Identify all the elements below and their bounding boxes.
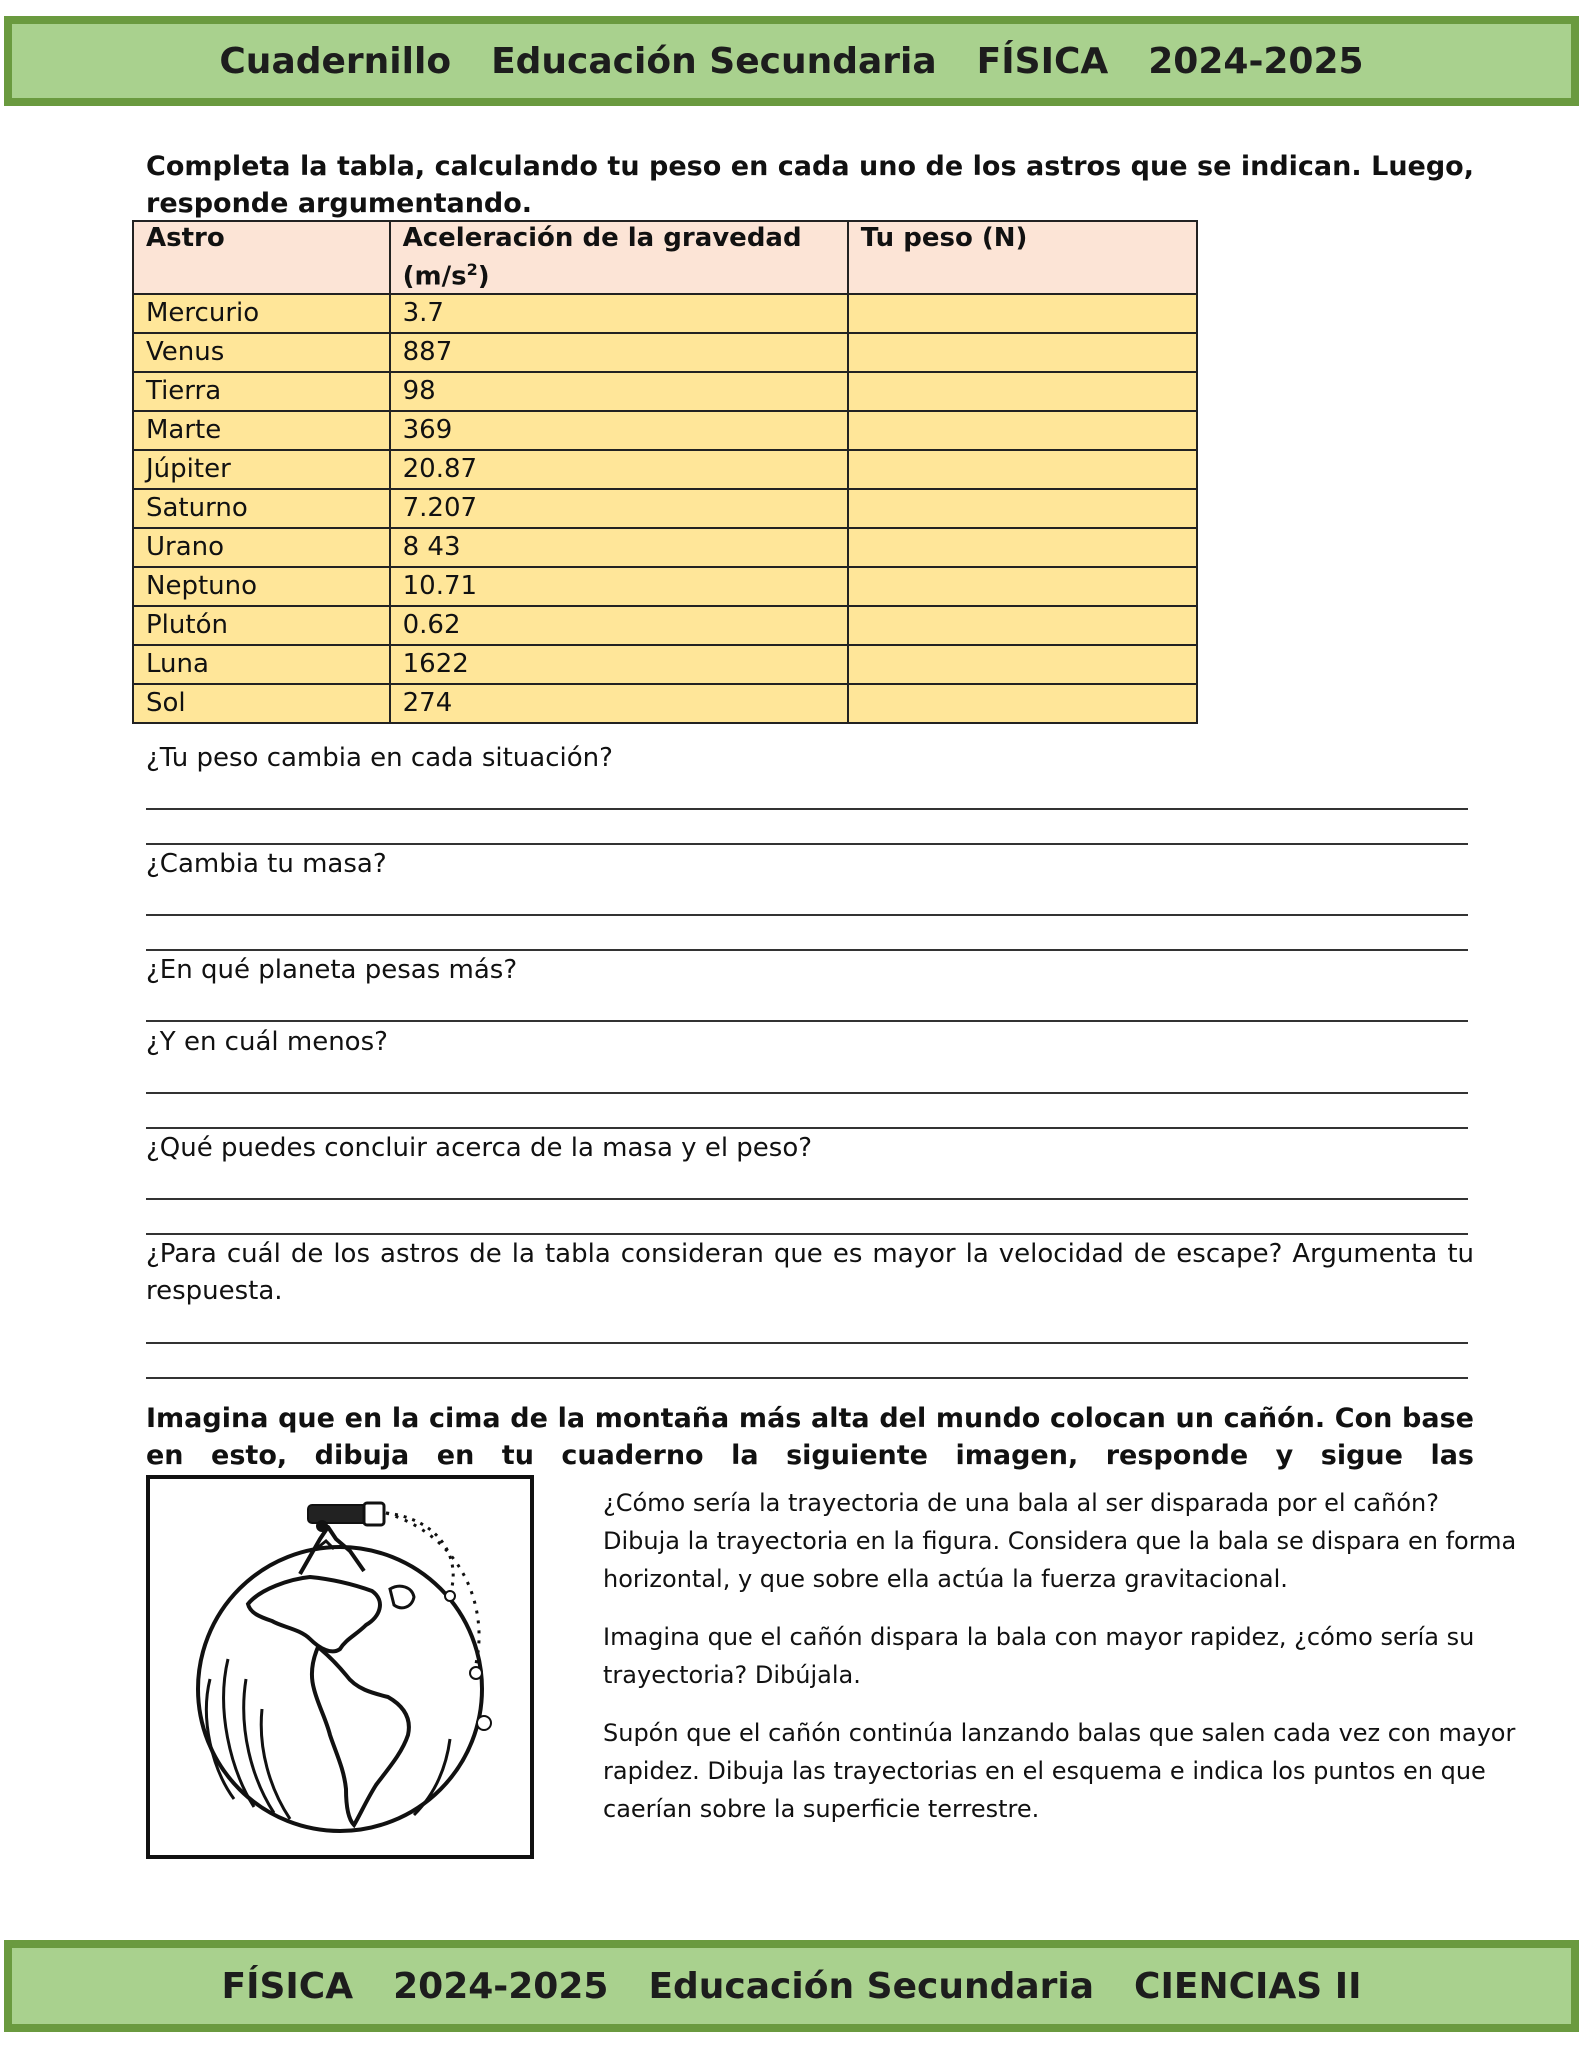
- gravity-cell: 1622: [390, 645, 848, 684]
- weight-input-cell[interactable]: [848, 294, 1197, 333]
- answer-line[interactable]: [146, 808, 1468, 810]
- header-banner: [4, 16, 1579, 106]
- header-acceleration-text: Aceleración de la gravedad (m/s: [402, 223, 802, 292]
- faster-trajectory-question: Imagina que el cañón dispara la bala con mayor rapidez, ¿cómo sería su trayectoria? Dibújala.: [603, 1623, 1475, 1689]
- footer-banner: [4, 1940, 1579, 2032]
- weight-input-cell[interactable]: [848, 684, 1197, 723]
- question-weight-change: ¿Tu peso cambia en cada situación?: [146, 743, 613, 773]
- question-mass-change: ¿Cambia tu masa?: [146, 849, 387, 879]
- weight-input-cell[interactable]: [848, 645, 1197, 684]
- question-most-weight: ¿En qué planeta pesas más?: [146, 955, 518, 985]
- gravity-cell: 20.87: [390, 450, 848, 489]
- multiple-trajectories-instruction: Supón que el cañón continúa lanzando balas que salen cada vez con mayor rapidez. Dibuja las trayectorias en el esquema e indica los puntos en que caerían sobre la superficie terrestre.: [603, 1719, 1516, 1823]
- gravity-cell: 0.62: [390, 606, 848, 645]
- table-row: [133, 450, 1197, 489]
- header-weight: Tu peso (N): [848, 221, 1197, 294]
- table-row: [133, 528, 1197, 567]
- table-row: [133, 645, 1197, 684]
- answer-line[interactable]: [146, 1092, 1468, 1094]
- footer-subject: FÍSICA: [221, 1965, 354, 2007]
- table-row: [133, 372, 1197, 411]
- answer-line[interactable]: [146, 843, 1468, 845]
- header-level: Educación Secundaria: [491, 40, 937, 82]
- table-row: [133, 333, 1197, 372]
- table-row: [133, 567, 1197, 606]
- astro-cell: Plutón: [133, 606, 390, 645]
- astro-cell: Neptuno: [133, 567, 390, 606]
- footer-year: 2024-2025: [393, 1965, 609, 2007]
- header-year: 2024-2025: [1148, 40, 1364, 82]
- question-mass-weight-conclusion: ¿Qué puedes concluir acerca de la masa y el peso?: [146, 1133, 813, 1163]
- header-subject: FÍSICA: [976, 40, 1109, 82]
- answer-line[interactable]: [146, 1020, 1468, 1022]
- table-header-row: [133, 221, 1197, 294]
- weight-input-cell[interactable]: [848, 411, 1197, 450]
- answer-line[interactable]: [146, 1127, 1468, 1129]
- header-astro: Astro: [133, 221, 390, 294]
- weight-input-cell[interactable]: [848, 333, 1197, 372]
- earth-cannon-icon: [150, 1479, 530, 1855]
- footer-level: Educación Secundaria: [648, 1965, 1095, 2007]
- table-row: [133, 411, 1197, 450]
- gravity-cell: 887: [390, 333, 848, 372]
- weight-input-cell[interactable]: [848, 450, 1197, 489]
- astro-cell: Sol: [133, 684, 390, 723]
- answer-line[interactable]: [146, 1198, 1468, 1200]
- astro-cell: Tierra: [133, 372, 390, 411]
- astro-cell: Saturno: [133, 489, 390, 528]
- table-row: [133, 684, 1197, 723]
- astro-cell: Urano: [133, 528, 390, 567]
- weight-input-cell[interactable]: [848, 606, 1197, 645]
- astro-cell: Mercurio: [133, 294, 390, 333]
- weight-input-cell[interactable]: [848, 528, 1197, 567]
- gravity-cell: 3.7: [390, 294, 848, 333]
- astro-cell: Luna: [133, 645, 390, 684]
- gravity-cell: 10.71: [390, 567, 848, 606]
- answer-line[interactable]: [146, 914, 1468, 916]
- answer-line[interactable]: [146, 1233, 1468, 1235]
- gravity-cell: 369: [390, 411, 848, 450]
- weight-input-cell[interactable]: [848, 372, 1197, 411]
- weight-input-cell[interactable]: [848, 489, 1197, 528]
- table-instruction: Completa la tabla, calculando tu peso en cada uno de los astros que se indican. Luego, responde argumentando.: [146, 151, 1474, 219]
- footer-course: CIENCIAS II: [1134, 1965, 1362, 2007]
- gravity-cell: 8 43: [390, 528, 848, 567]
- gravity-cell: 98: [390, 372, 848, 411]
- gravity-table: [132, 220, 1198, 724]
- question-least-weight: ¿Y en cuál menos?: [146, 1027, 388, 1057]
- astro-cell: Júpiter: [133, 450, 390, 489]
- question-escape-velocity: ¿Para cuál de los astros de la tabla consideran que es mayor la velocidad de escape? Argumenta tu respuesta.: [146, 1239, 1474, 1306]
- table-row: [133, 294, 1197, 333]
- gravity-cell: 7.207: [390, 489, 848, 528]
- earth-cannon-figure: [146, 1475, 534, 1859]
- header-acceleration-close: ): [477, 261, 490, 292]
- answer-line[interactable]: [146, 1342, 1468, 1344]
- astro-cell: Venus: [133, 333, 390, 372]
- table-row: [133, 489, 1197, 528]
- header-booklet: Cuadernillo: [219, 40, 452, 82]
- astro-cell: Marte: [133, 411, 390, 450]
- trajectory-question: ¿Cómo sería la trayectoria de una bala al ser disparada por el cañón? Dibuja la trayectoria en la figura. Considera que la bala se dispara en forma horizontal, y que sobre ella actúa la fuerza gravitacional.: [603, 1489, 1517, 1593]
- answer-line[interactable]: [146, 949, 1468, 951]
- cannon-instruction: Imagina que en la cima de la montaña más alta del mundo colocan un cañón. Con base en esto, dibuja en tu cuaderno la siguiente imagen, responde y sigue las: [146, 1403, 1474, 1471]
- answer-line[interactable]: [146, 1377, 1468, 1379]
- table-row: [133, 606, 1197, 645]
- weight-input-cell[interactable]: [848, 567, 1197, 606]
- header-acceleration-exponent: 2: [466, 260, 478, 279]
- gravity-cell: 274: [390, 684, 848, 723]
- header-acceleration: [390, 221, 848, 294]
